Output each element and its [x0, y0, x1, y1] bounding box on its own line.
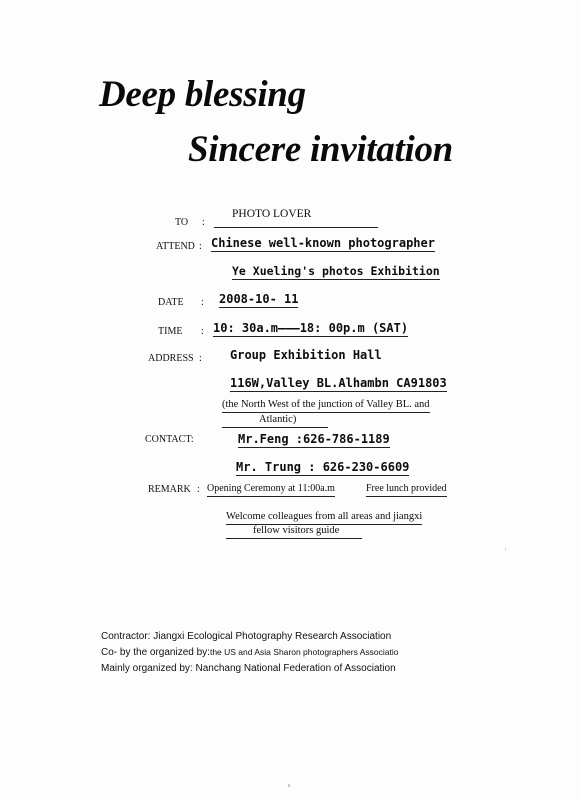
- address-line4: Atlantic): [259, 414, 297, 425]
- remark-line2: Welcome colleagues from all areas and jiangxi: [226, 510, 422, 525]
- date-label: DATE: [158, 297, 184, 308]
- footer-coorg-label: Co- by the organized by:: [101, 647, 210, 658]
- contact-line2-name: Mr. Trung: [236, 460, 302, 474]
- date-value: 2008-10- 11: [219, 292, 299, 306]
- remark-colon: :: [197, 484, 200, 495]
- contact-label: CONTACT:: [145, 434, 194, 445]
- footer-coorg-value: the US and Asia Sharon photographers Associatio: [209, 647, 399, 657]
- address-line1: Group Exhibition Hall: [230, 348, 382, 362]
- footer-co-organizer: [101, 646, 399, 659]
- heading-sincere-invitation: Sincere invitation: [188, 129, 453, 170]
- to-value: PHOTO LOVER: [232, 208, 312, 220]
- address-line3: (the North West of the junction of Valley BL. and: [222, 398, 430, 413]
- attend-label: ATTEND: [156, 241, 195, 252]
- time-value: 10: 30a.m———18: 00p.m (SAT): [213, 321, 409, 335]
- remark-line1a: Opening Ceremony at 11:00a.m: [207, 482, 335, 497]
- scan-speck: [505, 548, 506, 550]
- footer-main-value: Nanchang National Federation of Association: [195, 663, 396, 674]
- footer-contractor-value: Jiangxi Ecological Photography Research Association: [153, 631, 392, 642]
- footer-contractor-label: Contractor:: [101, 631, 154, 642]
- attend-colon: :: [199, 241, 202, 252]
- remark-line1b: Free lunch provided: [366, 482, 447, 497]
- address-line2: 116W,Valley BL.Alhambn CA91803: [230, 376, 447, 390]
- attend-line1: Chinese well-known photographer: [211, 236, 435, 250]
- address-line4-underline: [222, 427, 328, 428]
- footer-contractor: [101, 630, 391, 643]
- time-colon: :: [201, 326, 204, 337]
- to-colon: :: [202, 217, 205, 228]
- footer-main-label: Mainly organized by:: [101, 663, 196, 674]
- time-label: TIME: [158, 326, 183, 337]
- address-label: ADDRESS: [148, 353, 194, 364]
- date-colon: :: [201, 297, 204, 308]
- remark-line3: fellow visitors guide: [253, 525, 340, 536]
- footer-main-organizer: [101, 662, 396, 675]
- contact-line2: [236, 460, 409, 476]
- remark-line3-underline: [226, 538, 362, 539]
- address-colon: :: [199, 353, 202, 364]
- contact-line1: Mr.Feng :626-786-1189: [238, 432, 390, 446]
- to-label: TO: [175, 217, 189, 228]
- contact-line2-phone: : 626-230-6609: [301, 460, 410, 474]
- scan-speck: [288, 784, 290, 787]
- attend-line2: Ye Xueling's photos Exhibition: [232, 264, 440, 278]
- heading-deep-blessing: Deep blessing: [99, 74, 306, 115]
- remark-label: REMARK: [148, 484, 191, 495]
- to-underline: [214, 227, 378, 228]
